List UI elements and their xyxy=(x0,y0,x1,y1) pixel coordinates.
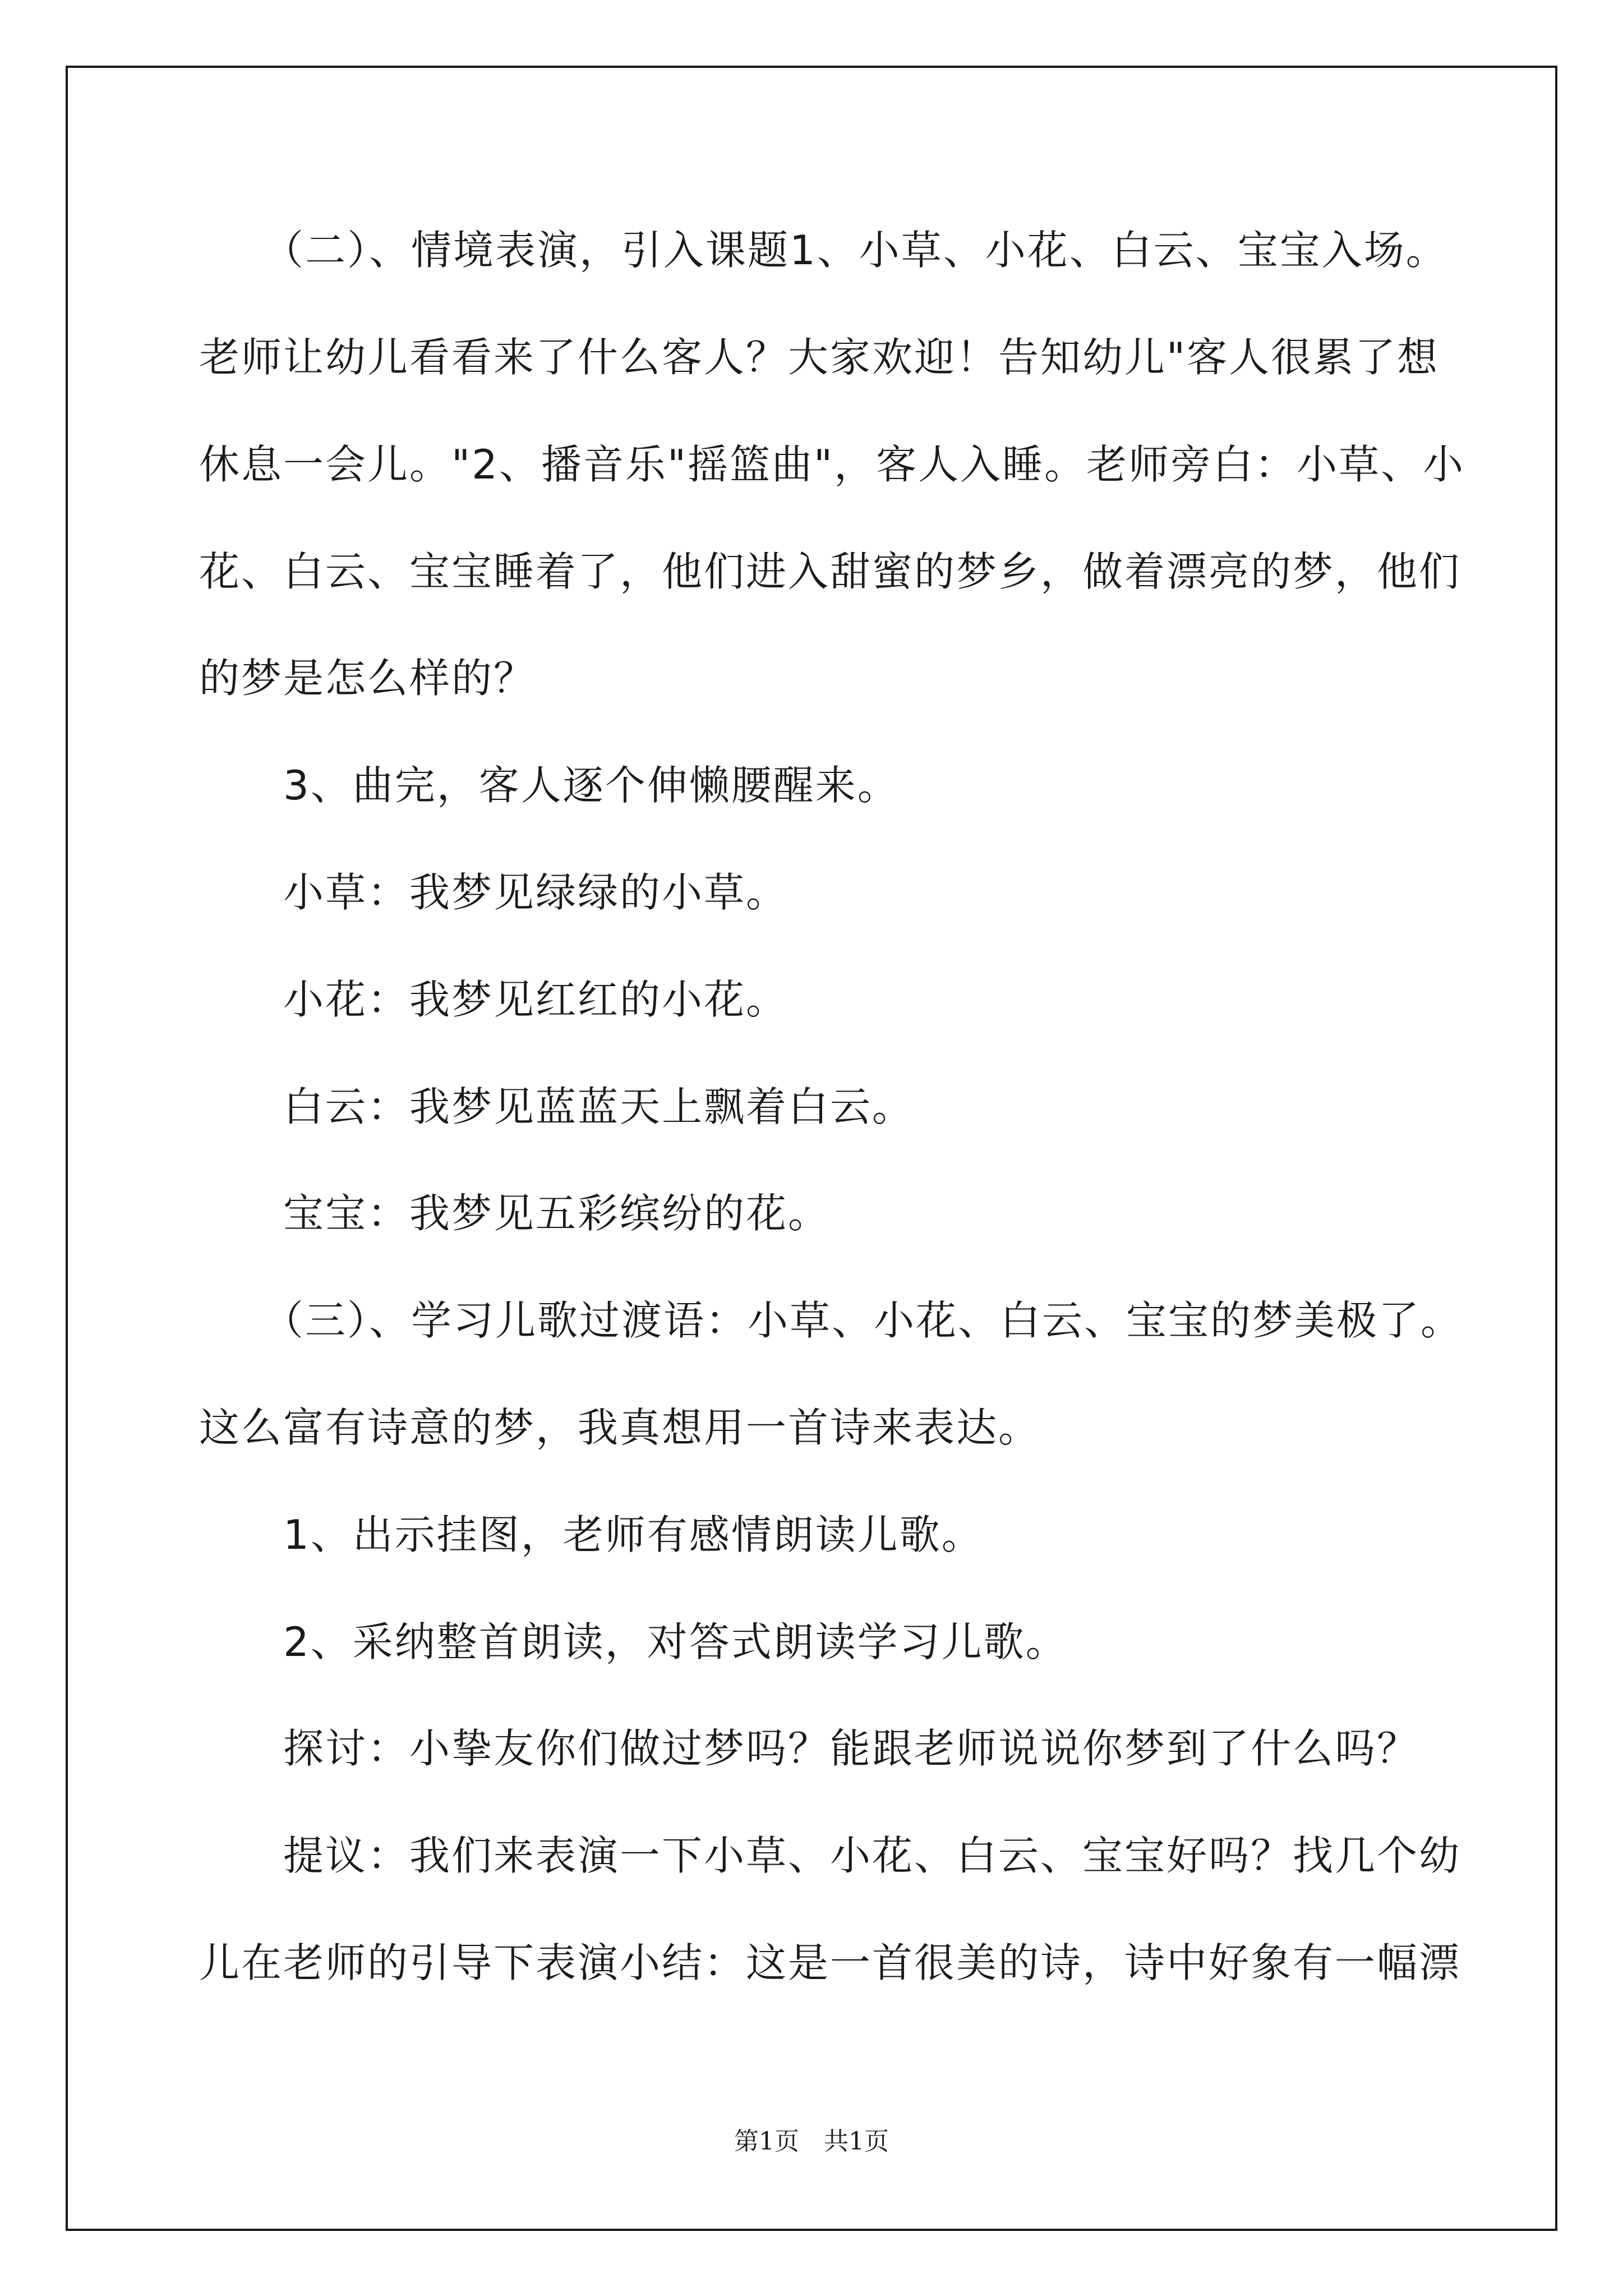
text-line: （三）、学习儿歌过渡语：小草、小花、白云、宝宝的梦美极了。 xyxy=(199,1297,1463,1344)
text-line: 这么富有诗意的梦，我真想用一首诗来表达。 xyxy=(199,1404,1041,1451)
text-line: 的梦是怎么样的？ xyxy=(199,655,536,702)
text-line: 小花：我梦见红红的小花。 xyxy=(199,976,789,1023)
text-line: 宝宝：我梦见五彩缤纷的花。 xyxy=(199,1190,831,1237)
text-line: 老师让幼儿看看来了什么客人？大家欢迎！告知幼儿"客人很累了想 xyxy=(199,334,1440,381)
text-line: （二）、情境表演，引入课题1、小草、小花、白云、宝宝入场。 xyxy=(199,227,1448,274)
text-line: 白云：我梦见蓝蓝天上飘着白云。 xyxy=(199,1083,915,1130)
text-line: 小草：我梦见绿绿的小草。 xyxy=(199,869,789,916)
text-line: 儿在老师的引导下表演小结：这是一首很美的诗，诗中好象有一幅漂 xyxy=(199,1939,1461,1986)
text-line: 3、曲完，客人逐个伸懒腰醒来。 xyxy=(199,762,900,809)
page-border xyxy=(66,66,1557,2231)
text-line: 花、白云、宝宝睡着了，他们进入甜蜜的梦乡，做着漂亮的梦，他们 xyxy=(199,548,1461,595)
text-line: 1、出示挂图，老师有感情朗读儿歌。 xyxy=(199,1511,984,1558)
text-line: 2、采纳整首朗读，对答式朗读学习儿歌。 xyxy=(199,1618,1068,1665)
text-line: 休息一会儿。"2、播音乐"摇篮曲"，客人入睡。老师旁白：小草、小 xyxy=(199,441,1465,488)
text-line: 探讨：小挚友你们做过梦吗？能跟老师说说你梦到了什么吗？ xyxy=(199,1725,1419,1772)
text-line: 提议：我们来表演一下小草、小花、白云、宝宝好吗？找几个幼 xyxy=(199,1832,1461,1879)
page-footer: 第1页 共1页 xyxy=(734,2127,889,2156)
